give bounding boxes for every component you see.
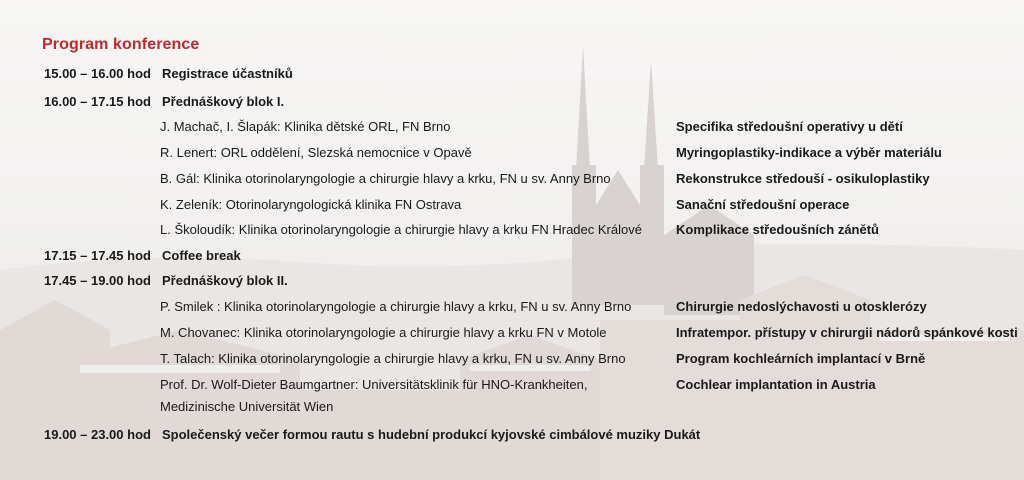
talk-speaker-line2: Medizinische Universität Wien xyxy=(160,399,334,414)
talk-speaker: L. Školoudík: Klinika otorinolaryngologie a chirurgie hlavy a krku FN Hradec Králové xyxy=(160,222,642,237)
talk-topic: Chirurgie nedoslýchavosti u otosklerózy xyxy=(676,299,927,314)
talk-topic: Rekonstrukce středouší - osikuloplastiky xyxy=(676,171,930,186)
talk-topic: Program kochleárních implantací v Brně xyxy=(676,351,926,366)
slot-time: 17.15 – 17.45 hod xyxy=(44,248,151,263)
talk-speaker: J. Machač, I. Šlapák: Klinika dětské ORL, FN Brno xyxy=(160,119,451,134)
talk-topic: Sanační středoušní operace xyxy=(676,197,850,212)
slot-label: Přednáškový blok II. xyxy=(162,273,288,288)
talk-topic: Myringoplastiky-indikace a výběr materiálu xyxy=(676,145,942,160)
talk-speaker: M. Chovanec: Klinika otorinolaryngologie a chirurgie hlavy a krku FN v Motole xyxy=(160,325,607,340)
talk-speaker: P. Smilek : Klinika otorinolaryngologie a chirurgie hlavy a krku, FN u sv. Anny Brno xyxy=(160,299,632,314)
talk-topic: Infratempor. přístupy v chirurgii nádorů spánkové kosti xyxy=(676,325,1018,340)
talk-speaker: T. Talach: Klinika otorinolaryngologie a chirurgie hlavy a krku, FN u sv. Anny Brno xyxy=(160,351,626,366)
program-title: Program konference xyxy=(42,36,200,53)
slot-label: Společenský večer formou rautu s hudební produkcí kyjovské cimbálové muziky Dukát xyxy=(162,427,701,442)
slot-label: Přednáškový blok I. xyxy=(162,94,285,109)
slot-time: 19.00 – 23.00 hod xyxy=(44,427,151,442)
talk-speaker: B. Gál: Klinika otorinolaryngologie a chirurgie hlavy a krku, FN u sv. Anny Brno xyxy=(160,171,611,186)
talk-topic: Komplikace středoušních zánětů xyxy=(676,222,879,237)
talk-topic: Specifika středoušní operativy u dětí xyxy=(676,119,903,134)
slot-time: 17.45 – 19.00 hod xyxy=(44,273,151,288)
talk-speaker: K. Zeleník: Otorinolaryngologická klinika FN Ostrava xyxy=(160,197,462,212)
talk-topic: Cochlear implantation in Austria xyxy=(676,377,876,392)
slot-time: 16.00 – 17.15 hod xyxy=(44,94,151,109)
slot-label: Coffee break xyxy=(162,248,241,263)
talk-speaker: R. Lenert: ORL oddělení, Slezská nemocnice v Opavě xyxy=(160,145,472,160)
slot-label: Registrace účastníků xyxy=(162,66,293,81)
talk-speaker: Prof. Dr. Wolf-Dieter Baumgartner: Universitätsklinik für HNO-Krankheiten, xyxy=(160,377,588,392)
slot-time: 15.00 – 16.00 hod xyxy=(44,66,151,81)
